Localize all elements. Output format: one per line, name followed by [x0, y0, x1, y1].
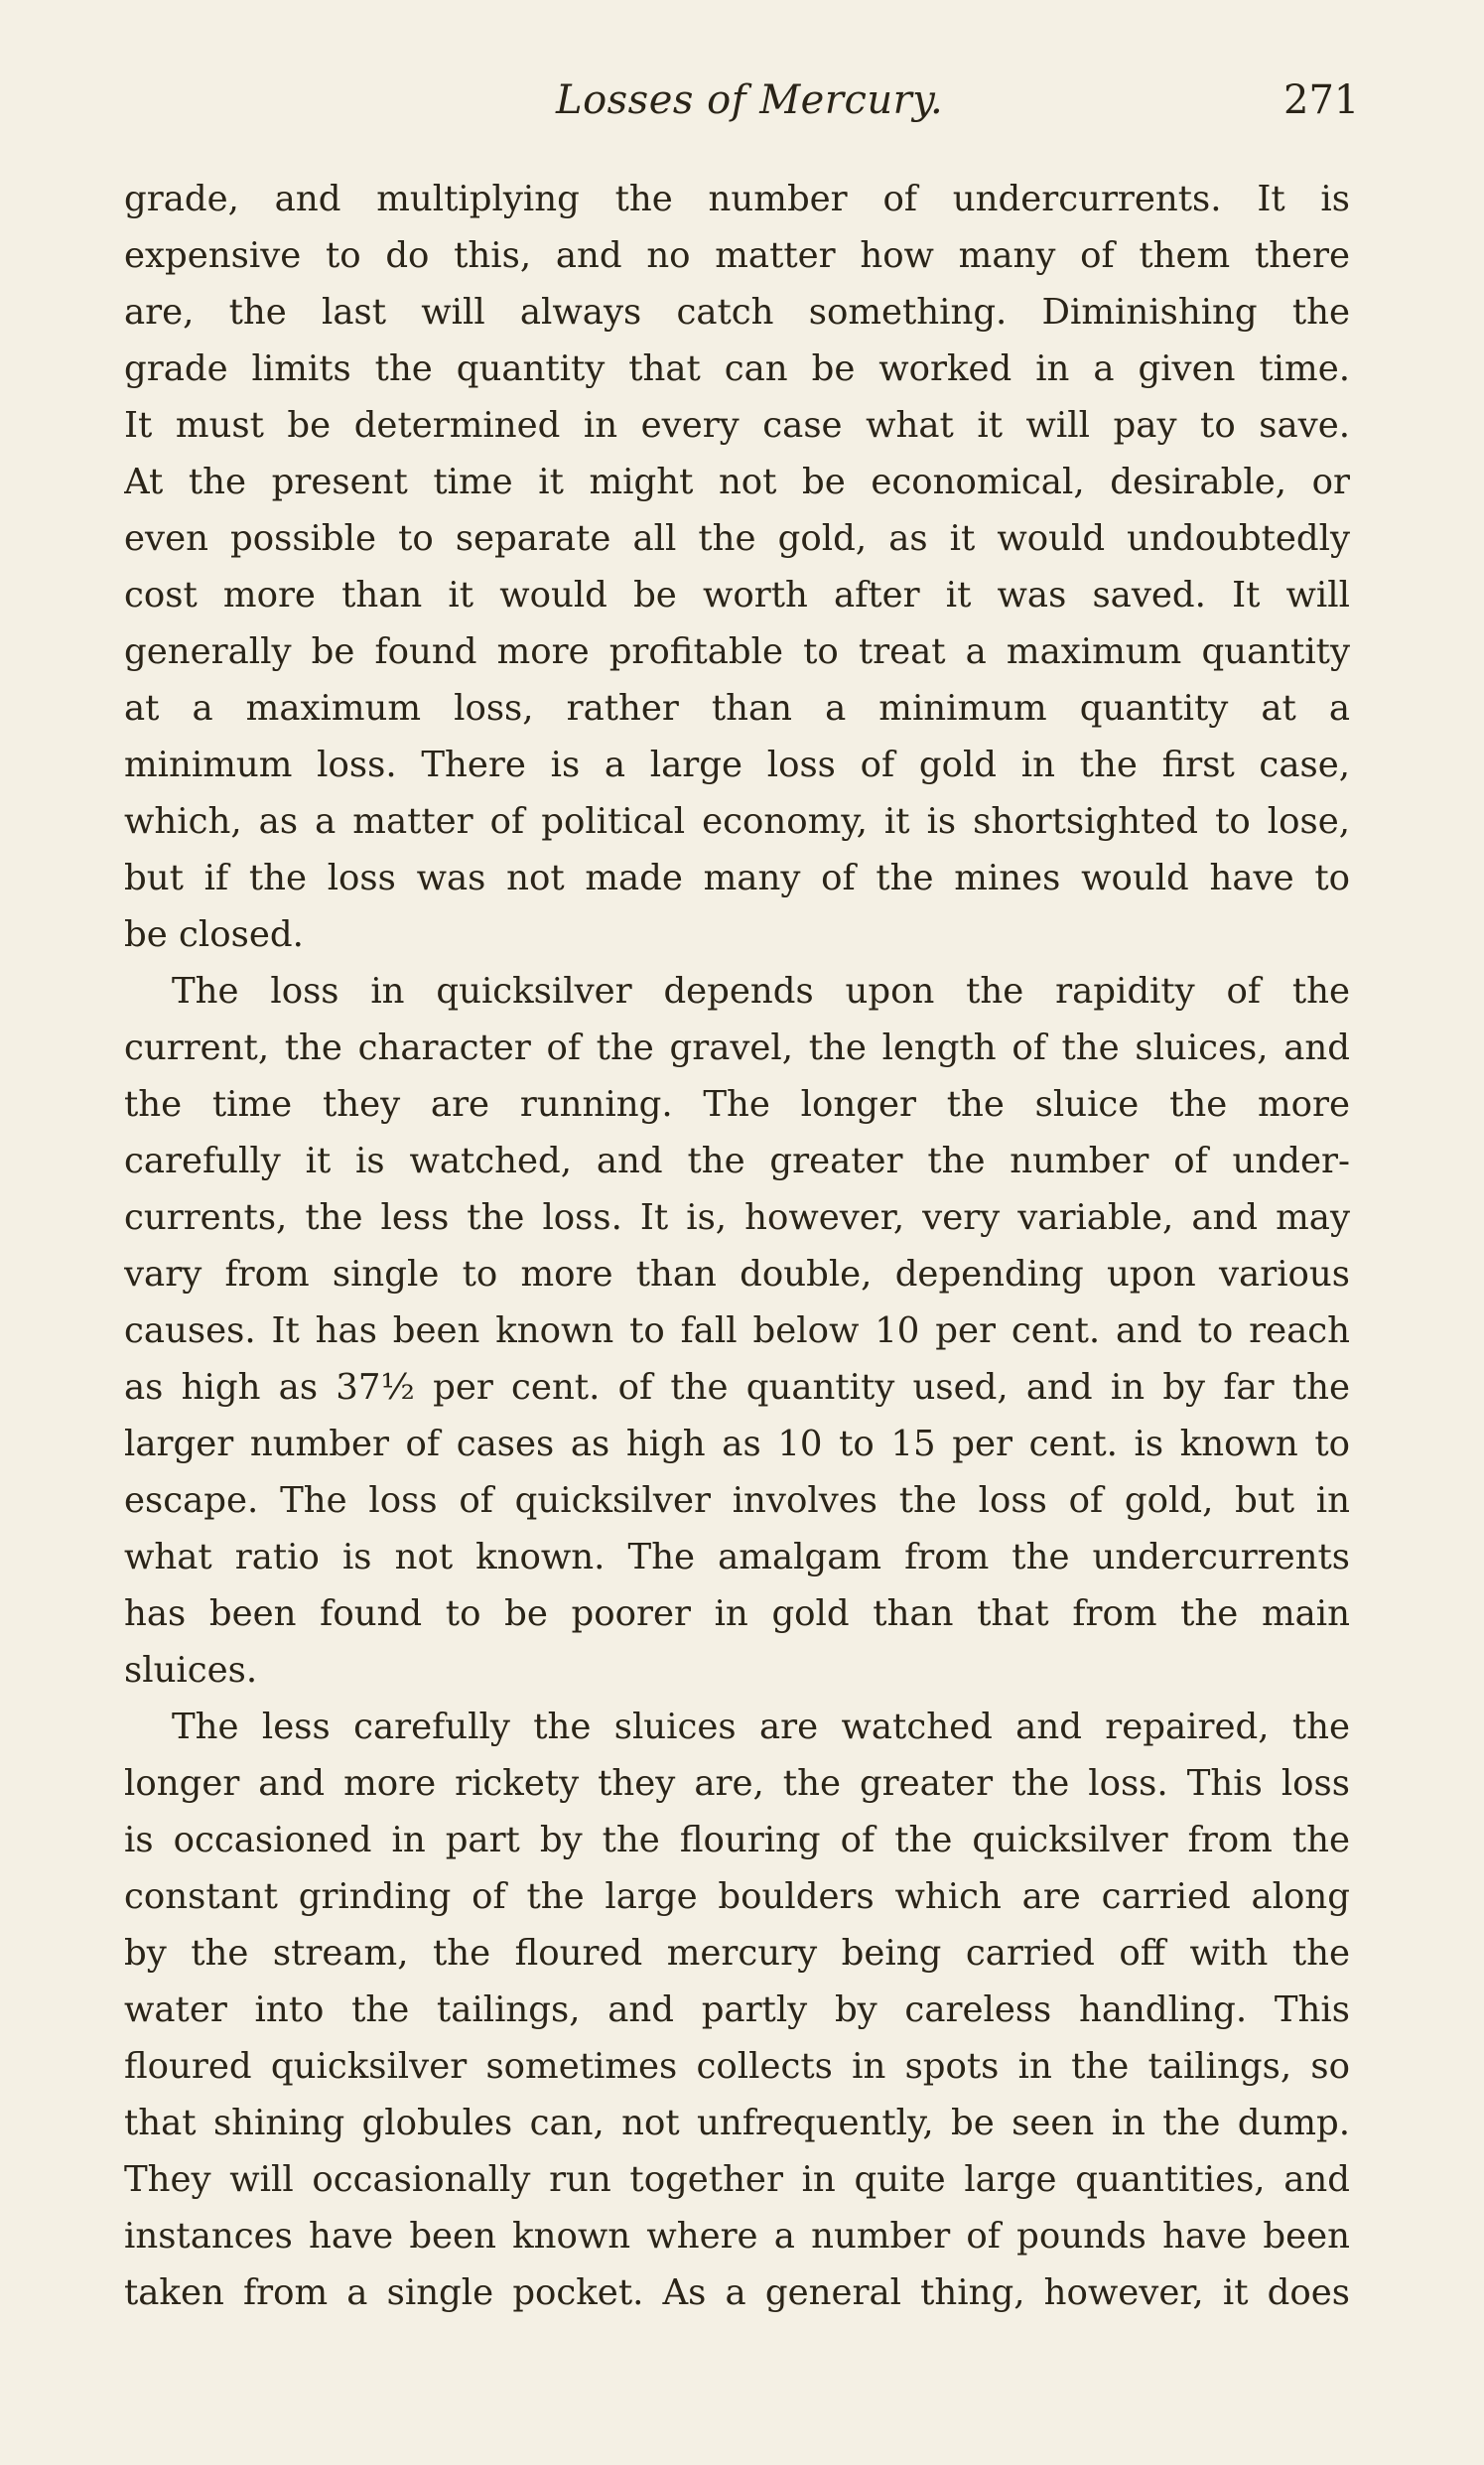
running-head	[0, 77, 1484, 137]
text-line: escape. The loss of quicksilver involves the loss of gold, but in	[124, 1480, 1350, 1521]
text-line: sluices.	[124, 1650, 258, 1691]
text-line: water into the tailings, and partly by careless handling. This	[124, 1989, 1350, 2030]
text-line: They will occasionally run together in quite large quantities, and	[124, 2159, 1350, 2200]
text-line: which, as a matter of political economy, it is shortsighted to lose,	[124, 801, 1350, 842]
text-line: vary from single to more than double, depending upon various	[124, 1254, 1350, 1295]
text-line: currents, the less the loss. It is, however, very variable, and may	[124, 1197, 1350, 1238]
page-number: 271	[1283, 77, 1360, 123]
text-line: causes. It has been known to fall below 10 per cent. and to reach	[124, 1310, 1350, 1351]
body-text	[124, 171, 1350, 2321]
text-line: that shining globules can, not unfrequently, be seen in the dump.	[124, 2103, 1350, 2143]
text-line: what ratio is not known. The amalgam from the undercurrents	[124, 1537, 1350, 1577]
text-line: It must be determined in every case what it will pay to save.	[124, 405, 1350, 446]
text-line: the time they are running. The longer the sluice the more	[124, 1084, 1350, 1125]
running-title: Losses of Mercury.	[556, 77, 944, 123]
text-line: instances have been known where a number of pounds have been	[124, 2216, 1350, 2257]
paragraph-first-line: The loss in quicksilver depends upon the rapidity of the	[172, 971, 1350, 1012]
text-line: cost more than it would be worth after it was saved. It will	[124, 575, 1350, 616]
text-line: are, the last will always catch something. Diminishing the	[124, 292, 1350, 333]
text-line: minimum loss. There is a large loss of gold in the first case,	[124, 745, 1350, 785]
paragraph-first-line: The less carefully the sluices are watched and repaired, the	[172, 1707, 1350, 1747]
text-line: taken from a single pocket. As a general thing, however, it does	[124, 2272, 1350, 2313]
text-line: even possible to separate all the gold, as it would undoubtedly	[124, 518, 1350, 559]
text-line: larger number of cases as high as 10 to 15 per cent. is known to	[124, 1424, 1350, 1464]
text-line: grade, and multiplying the number of undercurrents. It is	[124, 179, 1350, 219]
text-line: be closed.	[124, 914, 304, 955]
text-line: floured quicksilver sometimes collects in spots in the tailings, so	[124, 2046, 1350, 2087]
text-line: has been found to be poorer in gold than that from the main	[124, 1593, 1350, 1634]
text-line: by the stream, the floured mercury being carried off with the	[124, 1933, 1350, 1974]
text-line: current, the character of the gravel, the length of the sluices, and	[124, 1027, 1350, 1068]
text-line: generally be found more profitable to treat a maximum quantity	[124, 631, 1350, 672]
text-line: constant grinding of the large boulders which are carried along	[124, 1876, 1350, 1917]
text-line: longer and more rickety they are, the greater the loss. This loss	[124, 1763, 1350, 1804]
text-line: carefully it is watched, and the greater the number of under-	[124, 1141, 1350, 1181]
text-line: At the present time it might not be economical, desirable, or	[124, 462, 1350, 502]
text-line: but if the loss was not made many of the mines would have to	[124, 858, 1350, 898]
text-line: as high as 37½ per cent. of the quantity used, and in by far the	[124, 1367, 1350, 1408]
text-line: grade limits the quantity that can be worked in a given time.	[124, 348, 1350, 389]
text-line: is occasioned in part by the flouring of the quicksilver from the	[124, 1820, 1350, 1860]
text-line: expensive to do this, and no matter how many of them there	[124, 235, 1350, 276]
text-line: at a maximum loss, rather than a minimum quantity at a	[124, 688, 1350, 729]
